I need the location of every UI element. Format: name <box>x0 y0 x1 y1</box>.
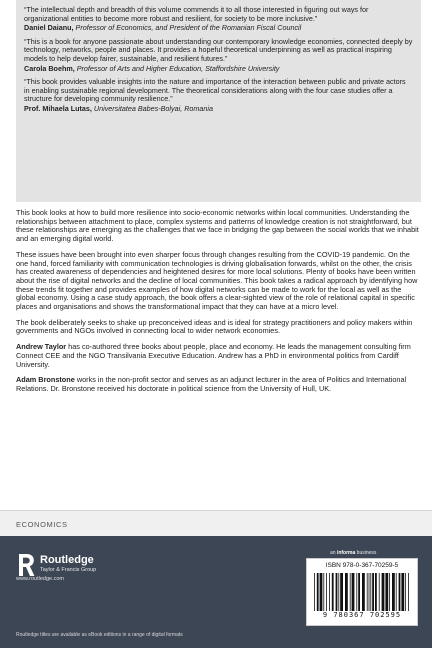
quote-author-role: Universitatea Babes-Bolyai, Romania <box>93 103 213 113</box>
barcode-bar <box>396 573 397 611</box>
endorsement-quote <box>24 38 413 73</box>
quote-author: Carola Boehm, <box>24 63 75 73</box>
publisher-footer <box>0 536 432 648</box>
publisher-logo <box>16 552 116 592</box>
quote-author-role: Professor of Economics, and President of the Romanian Fiscal Council <box>75 23 302 33</box>
barcode-bar <box>385 573 388 611</box>
author-bio <box>16 343 420 369</box>
barcode-bar <box>392 573 395 611</box>
barcode-bar <box>389 573 390 611</box>
isbn-text: ISBN 978-0-367-70259-5 <box>325 562 399 569</box>
description-paragraph: This book looks at how to build more resilience into socio-economic networks within local communities. Understanding the relationships between attachment to place, complex systems and patterns of knowledge creation is not straightforward, but these relationships are emerging as the challenges that we face in bridging the gap between the social worlds that we inhabit and an emerging digital world. <box>16 208 419 244</box>
quote-text: “This is a book for anyone passionate about understanding our contemporary knowledge economies, connected deeply by technology, networks, people and places. It provides a hopeful theoretical underpinning as well as practical inspiring models to help develop fairer, sustainable, and resilient futures.” <box>24 36 413 63</box>
routledge-r-icon <box>16 552 36 578</box>
barcode-bar <box>399 573 401 611</box>
informa-tagline: an informa business <box>330 550 377 556</box>
author-bio-text: has co-authored three books about people, place and economy. He leads the management consulting firm Connect CEE and the NGO Transilvania Executive Education. Andrew has a PhD in environmental politics from Cardiff University. <box>16 342 411 369</box>
barcode-bar <box>317 573 319 611</box>
barcode-bar <box>326 573 327 611</box>
barcode-bar <box>358 573 360 611</box>
quote-text: “The intellectual depth and breadth of this volume commends it to all those interested in figuring out ways for organizational entities to become more robust and resilient, for society to be more inclusive.” <box>24 5 369 23</box>
quote-author: Daniel Daianu, <box>24 23 74 33</box>
endorsements-panel <box>16 0 421 202</box>
description-paragraph: These issues have been brought into even sharper focus through changes resulting from the COVID-19 pandemic. On the one hand, forced familiarity with communication technologies is driving globalisation forwards, whilst on the other, the crisis has created awareness of dependencies and heightened desires for more local solutions. Plenty of books have been written about the rise of digital networks and the decline of local communities. This book takes a radical approach by identifying how these trends fit together and provides examples of how digital networks can be made to work for the local as well as the global economy. Using a case study approach, the book offers a clear-sighted view of the role of relational capital in specific places and organisations and shows the transformational impact that they can have at a micro level. <box>16 249 418 312</box>
barcode-bar <box>379 573 380 611</box>
barcode-bar <box>408 573 409 611</box>
barcode-bar <box>369 573 370 611</box>
barcode-bar <box>367 573 368 611</box>
barcode-bar <box>340 573 343 611</box>
publisher-website[interactable]: www.routledge.com <box>16 576 64 582</box>
barcode-bar <box>375 573 377 611</box>
barcode-bar <box>372 573 374 611</box>
endorsement-quote <box>24 78 413 113</box>
barcode-icon <box>313 573 411 611</box>
barcode-bar <box>362 573 365 611</box>
publisher-group: Taylor & Francis Group <box>40 567 97 573</box>
barcode-bar <box>382 573 385 611</box>
barcode-bar <box>332 573 334 611</box>
barcode-bar <box>401 573 404 611</box>
barcode-bar <box>350 573 351 611</box>
quote-author: Prof. Mihaela Lutas, <box>24 103 92 113</box>
barcode-bar <box>356 573 357 611</box>
barcode-bar <box>314 573 315 611</box>
endorsement-quote <box>24 6 413 33</box>
author-name: Adam Bronstone <box>16 375 75 385</box>
barcode-bar <box>320 573 323 611</box>
barcode-bar <box>329 573 330 611</box>
subject-label: ECONOMICS <box>16 520 68 529</box>
description-paragraph: The book deliberately seeks to shake up preconceived ideas and is ideal for strategy practitioners and policy makers within governments and NGOs involved in connecting local to wider network economies. <box>16 317 413 336</box>
isbn-barcode <box>306 558 418 626</box>
book-description <box>16 209 420 401</box>
ebook-note: Routledge titles are available as eBook editions in a range of digital formats <box>16 632 183 638</box>
barcode-bar <box>336 573 338 611</box>
barcode-bar <box>352 573 355 611</box>
barcode-bar <box>323 573 324 611</box>
subject-band <box>0 510 432 538</box>
quote-author-role: Professor of Arts and Higher Education, Staffordshire University <box>76 63 280 73</box>
barcode-bar <box>345 573 348 611</box>
author-name: Andrew Taylor <box>16 342 67 352</box>
barcode-digits: 9 780367 702595 <box>322 611 402 619</box>
author-bio-text: works in the non-profit sector and serves as an adjunct lecturer in the area of Politics and International Relations. Dr. Bronstone received his doctorate in political science from the University of Hull, UK. <box>16 375 407 393</box>
barcode-bar <box>370 573 371 611</box>
quote-text: “This book provides valuable insights into the nature and importance of the interaction between public and private actors in enabling sustainable regional development. The theoretical considerations along with the four case studies offer a structure for developing community resilience.” <box>24 77 406 104</box>
author-bio <box>16 376 420 393</box>
barcode-bar <box>338 573 339 611</box>
barcode-bar <box>405 573 406 611</box>
publisher-name: Routledge <box>40 554 94 566</box>
